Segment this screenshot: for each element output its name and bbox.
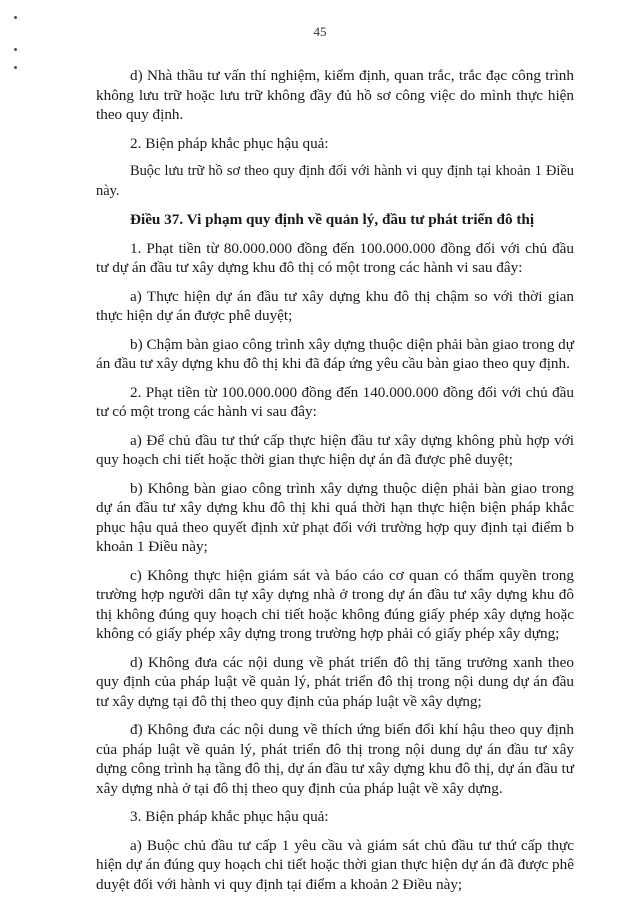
article-heading: Điều 37. Vi phạm quy định về quản lý, đầu tư phát triển đô thị xyxy=(130,211,535,228)
scan-mark xyxy=(14,66,17,69)
paragraph: b) Không bàn giao công trình xây dựng thuộc diện phải bàn giao trong dự án đầu tư xây dựng khu đô thị khi quá thời hạn thực hiện biện pháp khắc phục hậu quả theo quyết định xử phạt đối với trường hợp quy định tại điểm b khoản 1 Điều này; xyxy=(96,479,574,555)
paragraph: 2. Biện pháp khắc phục hậu quả: xyxy=(130,134,329,152)
paragraph: Buộc lưu trữ hồ sơ theo quy định đối với hành vi quy định tại khoản 1 Điều này. xyxy=(96,163,574,199)
paragraph: b) Chậm bàn giao công trình xây dựng thuộc diện phải bàn giao trong dự án đầu tư xây dựng khu đô thị khi đã đáp ứng yêu cầu bàn giao theo quy định. xyxy=(96,335,574,372)
paragraph: d) Không đưa các nội dung về phát triển đô thị tăng trưởng xanh theo quy định của pháp luật về quản lý, phát triển đô thị trong nội dung dự án đầu tư xây dựng tại đô thị theo quy định của pháp luật về xây dựng; xyxy=(96,653,574,710)
page-number: 45 xyxy=(313,24,327,39)
paragraph: a) Buộc chủ đầu tư cấp 1 yêu cầu và giám sát chủ đầu tư thứ cấp thực hiện dự án đúng quy hoạch chi tiết hoặc thời gian thực hiện dự án đã được phê duyệt đối với hành vi quy định tại điểm a khoản 2 Điều này; xyxy=(96,836,574,893)
paragraph: c) Không thực hiện giám sát và báo cáo cơ quan có thẩm quyền trong trường hợp người dân tự xây dựng nhà ở trong dự án đầu tư xây dựng khu đô thị không đúng quy hoạch chi tiết hoặc không đúng giấy phép xây dựng hoặc không có giấy phép xây dựng trong trường hợp phải có giấy phép xây dựng; xyxy=(96,566,574,642)
paragraph: d) Nhà thầu tư vấn thí nghiệm, kiểm định, quan trắc, trắc đạc công trình không lưu trữ hoặc lưu trữ không đầy đủ hồ sơ công việc do mình thực hiện theo quy định. xyxy=(96,67,574,123)
paragraph: 2. Phạt tiền từ 100.000.000 đồng đến 140.000.000 đồng đối với chủ đầu tư có một trong các hành vi sau đây: xyxy=(96,383,574,420)
scan-mark xyxy=(14,16,17,19)
paragraph: đ) Không đưa các nội dung về thích ứng biến đổi khí hậu theo quy định của pháp luật về quản lý, phát triển đô thị trong nội dung dự án đầu tư xây dựng công trình hạ tầng đô thị, dự án đầu tư xây dựng khu đô thị, dự án đầu tư xây dựng nhà ở tại đô thị theo quy định của pháp luật về xây dựng. xyxy=(96,721,574,797)
paragraph: a) Thực hiện dự án đầu tư xây dựng khu đô thị chậm so với thời gian thực hiện dự án được phê duyệt; xyxy=(96,287,574,324)
paragraph: a) Để chủ đầu tư thứ cấp thực hiện đầu tư xây dựng không phù hợp với quy hoạch chi tiết hoặc thời gian thực hiện dự án đã được phê duyệt; xyxy=(96,431,574,468)
scan-mark xyxy=(14,48,17,51)
document-body xyxy=(96,66,574,903)
paragraph: 3. Biện pháp khắc phục hậu quả: xyxy=(130,808,329,825)
paragraph: 1. Phạt tiền từ 80.000.000 đồng đến 100.000.000 đồng đối với chủ đầu tư dự án đầu tư xây dựng khu đô thị có một trong các hành vi sau đây: xyxy=(96,239,574,276)
